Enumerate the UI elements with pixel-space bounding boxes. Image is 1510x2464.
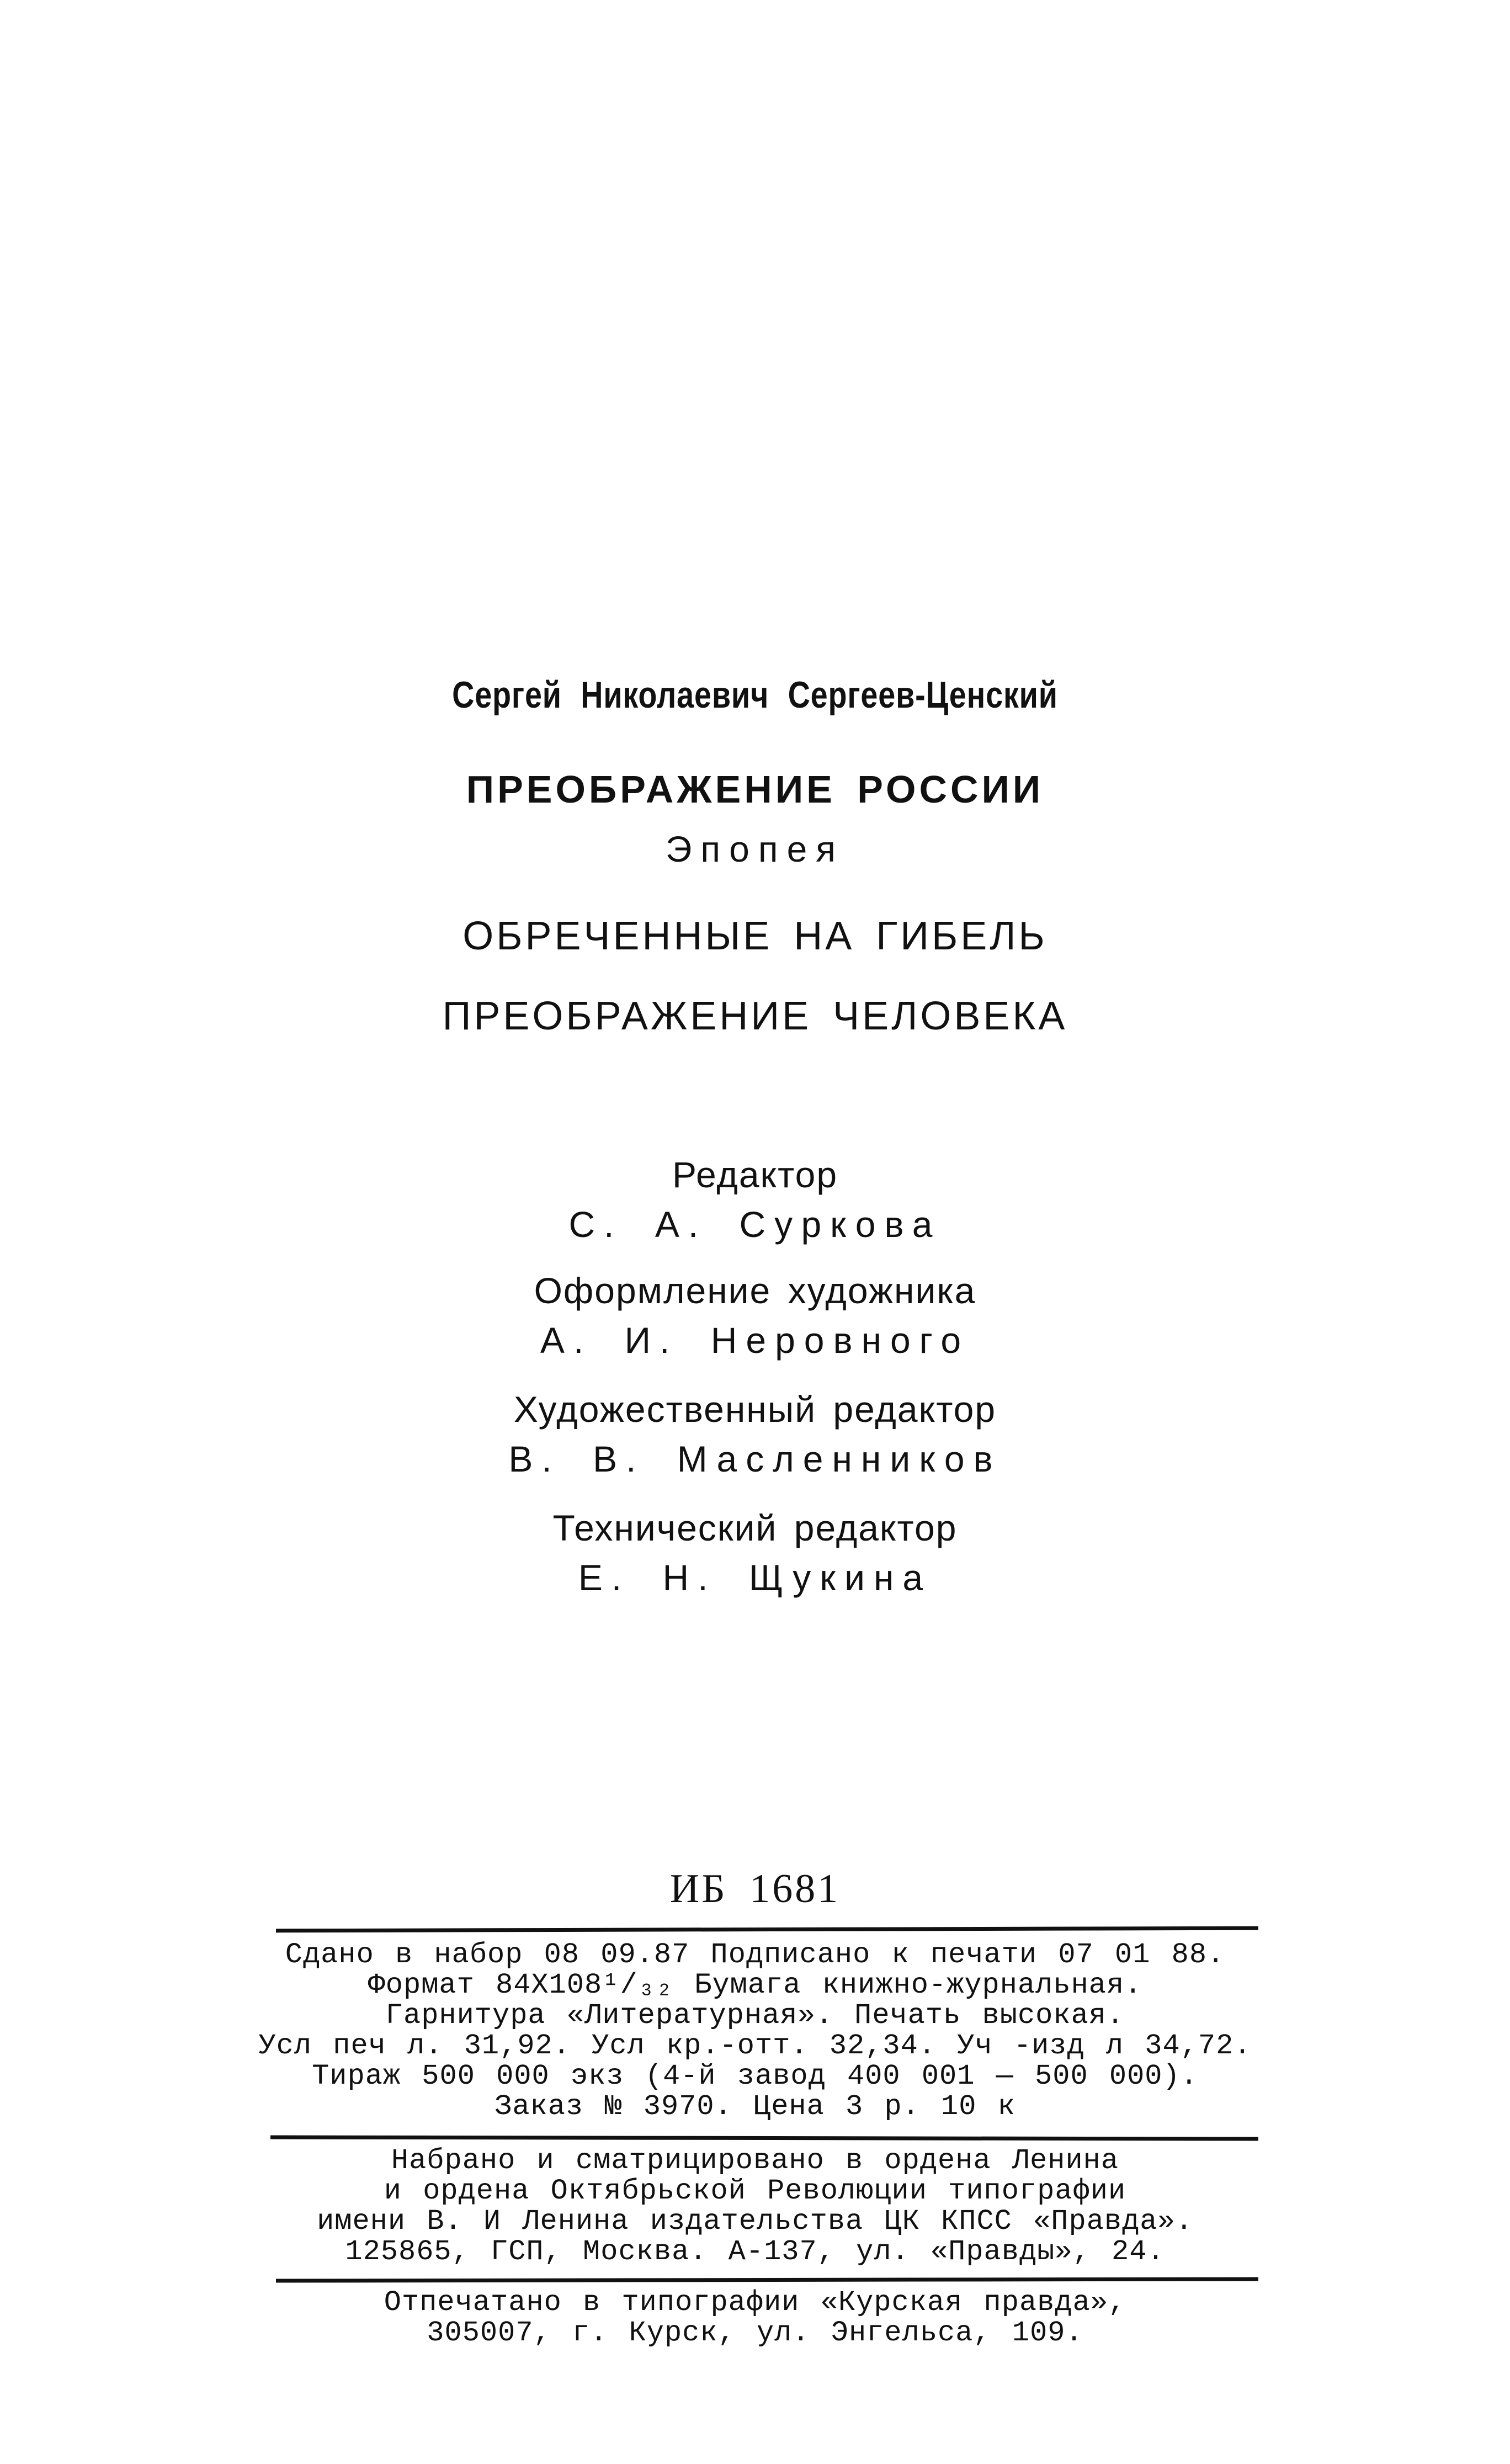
credit-role-art-editor: Художественный редактор xyxy=(513,1389,997,1430)
part-title-2: ПРЕОБРАЖЕНИЕ ЧЕЛОВЕКА xyxy=(442,994,1068,1038)
book-title: ПРЕОБРАЖЕНИЕ РОССИИ xyxy=(466,768,1044,811)
printing-line: Отпечатано в типографии «Курская правда», xyxy=(384,2286,1126,2319)
typesetting-line: и ордена Октябрьской Революции типографии xyxy=(384,2175,1126,2207)
divider-rule xyxy=(270,2135,1258,2141)
book-genre: Эпопея xyxy=(665,829,845,869)
imprint-line: Усл печ л. 31,92. Усл кр.-отт. 32,34. Уч -изд л 34,72. xyxy=(258,2030,1252,2062)
divider-rule xyxy=(276,1926,1258,1933)
credit-name-editor: С. А. Суркова xyxy=(568,1204,942,1245)
credit-name-tech-editor: Е. Н. Щукина xyxy=(578,1557,932,1598)
credit-name-designer: А. И. Неровного xyxy=(540,1320,970,1361)
imprint-line: Формат 84Х108¹/₃₂ Бумага книжно-журнальная. xyxy=(368,1969,1142,2001)
typesetting-line: Набрано и сматрицировано в ордена Ленина xyxy=(391,2144,1119,2177)
typesetting-line: имени В. И Ленина издательства ЦК КПСС «Правда». xyxy=(317,2205,1193,2238)
credit-role-designer: Оформление художника xyxy=(534,1270,976,1311)
author-name: Сергей Николаевич Сергеев-Ценский xyxy=(452,674,1058,716)
printing-line: 305007, г. Курск, ул. Энгельса, 109. xyxy=(427,2317,1083,2349)
imprint-line: Гарнитура «Литературная». Печать высокая. xyxy=(385,1999,1125,2032)
typesetting-line: 125865, ГСП, Москва. А-137, ул. «Правды», 24. xyxy=(345,2235,1165,2268)
credit-role-editor: Редактор xyxy=(672,1154,838,1195)
imprint-line: Сдано в набор 08 09.87 Подписано к печати 07 01 88. xyxy=(285,1939,1225,1971)
ib-number: ИБ 1681 xyxy=(669,1866,841,1911)
part-title-1: ОБРЕЧЕННЫЕ НА ГИБЕЛЬ xyxy=(462,914,1048,958)
imprint-line: Заказ № 3970. Цена 3 р. 10 к xyxy=(495,2090,1015,2123)
credit-role-tech-editor: Технический редактор xyxy=(552,1507,958,1548)
credit-name-art-editor: В. В. Масленников xyxy=(508,1438,1002,1479)
imprint-line: Тираж 500 000 экз (4-й завод 400 001 — 500 000). xyxy=(312,2060,1198,2093)
divider-rule xyxy=(276,2277,1258,2282)
